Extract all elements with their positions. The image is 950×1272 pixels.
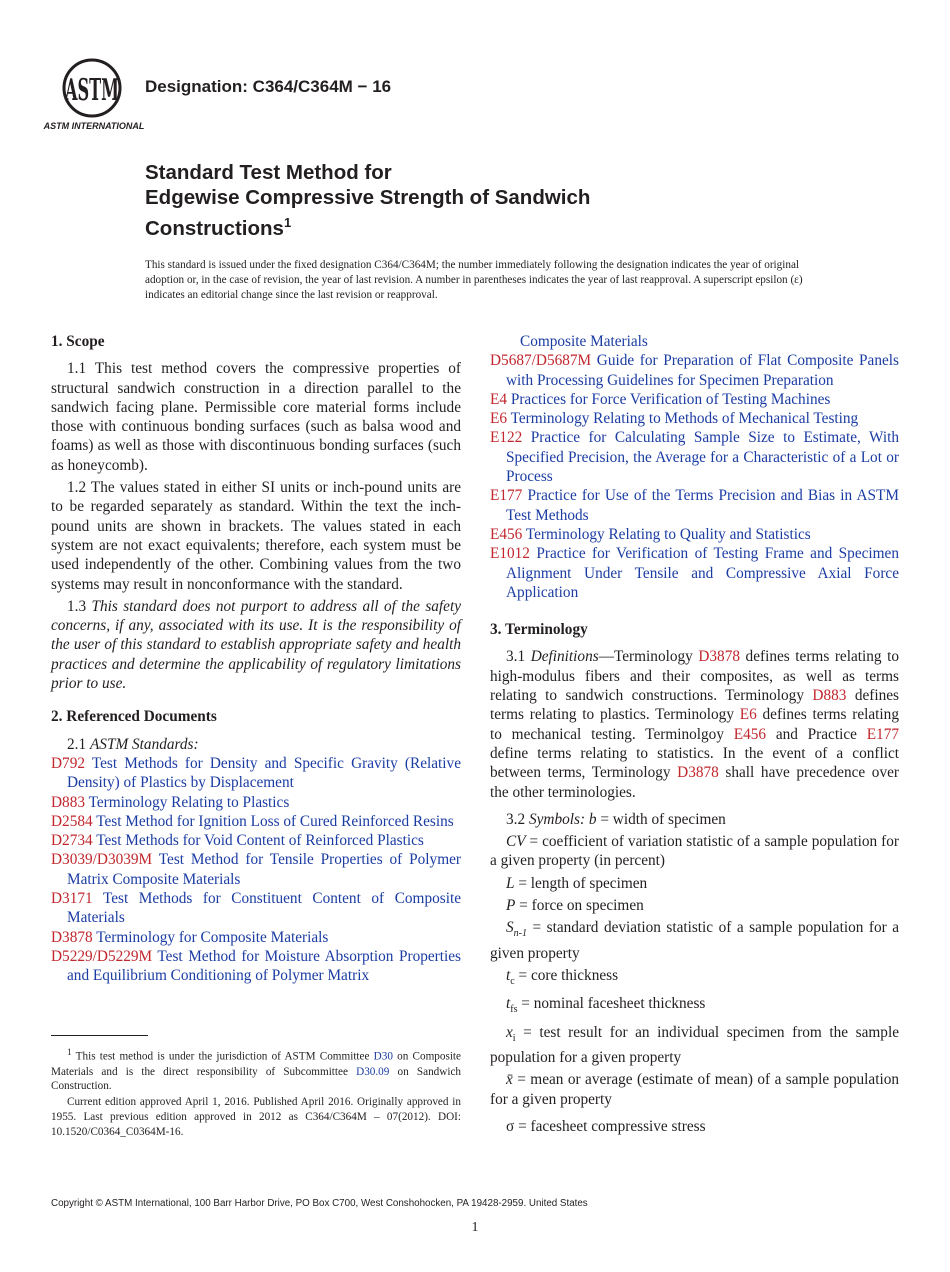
footnote-para-1: $^1$ This test method is under the jurisdiction of ASTM Committee D30 on Composite Materials and is the direct responsibility of Subcommittee D30.09 on Sandwich Construction. [51,1048,461,1093]
symbol-tfs: $t_{fs}$ = nominal facesheet thickness [506,995,706,1016]
astm-logo [43,58,145,134]
ref-item-continued[interactable]: Composite Materials [520,333,648,350]
title-line-3: Constructions$^1$ [145,215,292,240]
designation: Designation: C364/C364M − 16 [145,77,392,96]
ref-item[interactable]: D5229/D5229M Test Method for Moisture Absorption Properties and Equilibrium Conditioning of Polymer Matrix [51,947,461,985]
svg-text:ASTM: ASTM [64,73,119,108]
ref-item[interactable]: D883 Terminology Relating to Plastics [51,793,290,811]
logo-text: ASTM INTERNATIONAL [43,121,145,131]
symbol-s: $S_{n-1}$ = standard deviation statistic of a sample population for a given property [490,919,899,962]
ref-item[interactable]: D3039/D3039M Test Method for Tensile Properties of Polymer Matrix Composite Materials [51,851,461,888]
title-line-1: Standard Test Method for [145,161,392,184]
definitions-para: 3.1 Definitions—Terminology D3878 defines terms relating to high-modulus fibers and their composites, as well as terms relating to sandwich constructions. Terminology D883 defines terms relating to plastics. Terminology E6 defines terms relating to mechanical testing. Terminolgoy E456 and Practice E177 define terms relating to statistics. In the event of a conflict between terms, Terminology D3878 shall have precedence over the other terminologies. [490,648,899,801]
symbol-p: P = force on specimen [506,897,644,915]
footnote-ref[interactable]: 1 [283,215,292,230]
ref-item[interactable]: E4 Practices for Force Verification of Testing Machines [490,390,831,408]
committee-link[interactable]: D30 [373,1050,393,1063]
symbol-b: 3.2 Symbols: b = width of specimen [506,810,726,828]
symbol-l: L = length of specimen [506,874,648,892]
ref-item[interactable]: D3171 Test Methods for Constituent Content of Composite Materials [51,890,461,927]
section-heading-scope: 1. Scope [51,333,105,350]
symbol-xbar: x̄ = mean or average (estimate of mean) of a sample population for a given property [490,1071,899,1108]
ref-item[interactable]: E1012 Practice for Verification of Testing Frame and Specimen Alignment Under Tensile and Compressive Axial Force Application [490,545,899,601]
symbol-xi: $x_i$ = test result for an individual specimen from the sample population for a given property [490,1023,899,1066]
ref-item[interactable]: D2584 Test Method for Ignition Loss of Cured Reinforced Resins [51,812,454,830]
footnote-para-2: Current edition approved April 1, 2016. Published April 2016. Originally approved in 1955. Last previous edition approved in 2012 as C364/C364M – 07(2012). DOI: 10.1520/C0364_C0364M-16. [51,1096,461,1138]
left-column [51,332,461,986]
footnote-divider [51,1035,148,1036]
ref-item[interactable]: D792 Test Methods for Density and Specific Gravity (Relative Density) of Plastics by Displacement [51,754,461,792]
ref-item[interactable]: D5687/D5687M Guide for Preparation of Flat Composite Panels with Processing Guidelines for Specimen Preparation [490,352,899,389]
astm-standards-label: 2.1 ASTM Standards: [67,735,199,753]
symbol-sigma: σ = facesheet compressive stress [506,1117,706,1135]
ref-item[interactable]: E177 Practice for Use of the Terms Precision and Bias in ASTM Test Methods [490,487,899,524]
ref-item[interactable]: D3878 Terminology for Composite Materials [51,928,329,946]
ref-item[interactable]: E6 Terminology Relating to Methods of Mechanical Testing [490,410,859,428]
section-heading-references: 2. Referenced Documents [51,708,217,726]
subcommittee-link[interactable]: D30.09 [356,1065,390,1078]
page-number: 1 [471,1220,479,1235]
symbol-cv: CV = coefficient of variation statistic of a sample population for a given property (in percent) [490,833,899,870]
ref-item[interactable]: E122 Practice for Calculating Sample Size to Estimate, With Specified Precision, the Average for a Characteristic of a Lot or Process [490,429,900,486]
ref-item[interactable]: E456 Terminology Relating to Quality and Statistics [490,525,811,543]
symbol-tc: $t_c$ = core thickness [506,966,619,987]
section-heading-terminology: 3. Terminology [490,621,588,639]
page-title [145,160,590,241]
right-column [490,332,899,1139]
copyright: Copyright © ASTM International, 100 Barr Harbor Drive, PO Box C700, West Conshohocken, PA 19428-2959. United States [51,1198,588,1209]
title-line-2: Edgewise Compressive Strength of Sandwich [145,186,591,209]
scope-para-1: 1.1 This test method covers the compressive properties of structural sandwich construction in a direction parallel to the sandwich facing plane. Permissible core material forms include those with continuous bonding surfaces (such as balsa wood and foams) as well as those with discontinuous bonding surfaces (such as honeycomb). [51,360,461,474]
scope-para-3: 1.3 This standard does not purport to address all of the safety concerns, if any, associated with its use. It is the responsibility of the user of this standard to establish appropriate safety and health practices and determine the applicability of regulatory limitations prior to use. [51,597,462,693]
ref-item[interactable]: D2734 Test Methods for Void Content of Reinforced Plastics [51,832,424,850]
scope-para-2: 1.2 The values stated in either SI units or inch-pound units are to be regarded separately as standard. Within the text the inch-pound units are shown in brackets. The values stated in each system are not exact equivalents; therefore, each system must be used independently of the other. Combining values from the two systems may result in nonconformance with the standard. [51,479,461,593]
standard-notice: This standard is issued under the fixed designation C364/C364M; the number immediately following the designation indicates the year of original adoption or, in the case of revision, the year of last revision. A number in parentheses indicates the year of last reapproval. A superscript epsilon (ε) indicates an editorial change since the last revision or reapproval. [145,259,803,301]
footnote [51,1046,461,1141]
